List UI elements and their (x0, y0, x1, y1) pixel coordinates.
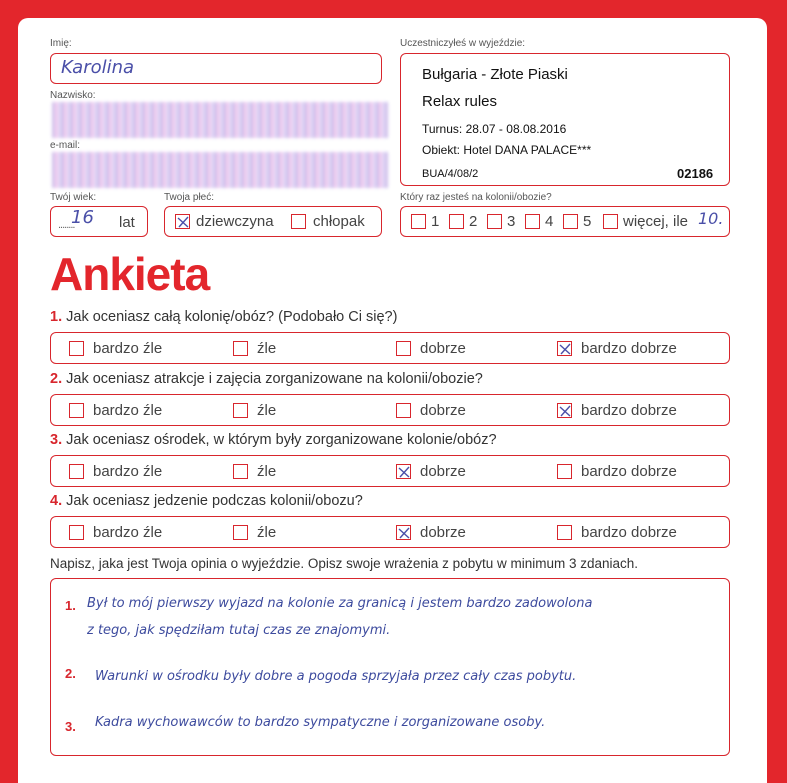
q3-opt-2-label: źle (257, 463, 277, 480)
trip-code: BUA/4/08/2 (422, 168, 479, 180)
check-x-icon (397, 526, 412, 541)
times-field (400, 206, 730, 237)
q4-opt-1-checkbox[interactable] (69, 525, 84, 540)
trip-obiekt: Obiekt: Hotel DANA PALACE*** (422, 143, 592, 157)
gender-label: Twoja płeć: (164, 192, 215, 203)
times-2-checkbox[interactable] (449, 214, 464, 229)
check-x-icon (176, 215, 191, 230)
question-3-text: Jak oceniasz ośrodek, w którym były zorganizowane kolonie/obóz? (66, 432, 497, 448)
question-1 (50, 309, 397, 325)
name-label: Imię: (50, 38, 72, 49)
age-dots: ........ (58, 219, 75, 231)
check-x-icon (558, 404, 573, 419)
q1-opt-2-checkbox[interactable] (233, 341, 248, 356)
name-field[interactable] (50, 53, 382, 84)
question-1-answers (50, 332, 730, 364)
opinion-prompt: Napisz, jaka jest Twoja opinia o wyjeździe. Opisz swoje wrażenia z pobytu w minimum 3 zdaniach. (50, 556, 639, 571)
opinion-line-2: z tego, jak spędziłam tutaj czas ze znajomymi. (87, 623, 391, 638)
times-1-label: 1 (431, 213, 440, 230)
q4-opt-3-label: dobrze (420, 524, 466, 541)
q1-opt-2-label: źle (257, 340, 277, 357)
times-more-checkbox[interactable] (603, 214, 618, 229)
question-1-num: 1. (50, 309, 63, 325)
question-4-text: Jak oceniasz jedzenie podczas kolonii/obozu? (66, 493, 363, 509)
q1-opt-1-checkbox[interactable] (69, 341, 84, 356)
q3-opt-1-label: bardzo źle (93, 463, 163, 480)
times-4-label: 4 (545, 213, 554, 230)
opinion-box[interactable] (50, 578, 730, 756)
q3-opt-4-label: bardzo dobrze (581, 463, 677, 480)
q3-opt-4-checkbox[interactable] (557, 464, 572, 479)
times-3-label: 3 (507, 213, 516, 230)
q2-opt-3-checkbox[interactable] (396, 403, 411, 418)
times-more-label: więcej, ile (623, 213, 689, 230)
opinion-num-2: 2. (65, 666, 76, 681)
q1-opt-3-checkbox[interactable] (396, 341, 411, 356)
q4-opt-4-label: bardzo dobrze (581, 524, 677, 541)
times-5-label: 5 (583, 213, 592, 230)
q3-opt-3-label: dobrze (420, 463, 466, 480)
age-label: Twój wiek: (50, 192, 97, 203)
name-value: Karolina (61, 57, 135, 78)
times-label: Który raz jesteś na kolonii/obozie? (400, 192, 552, 203)
age-unit: lat (119, 214, 135, 231)
question-3 (50, 432, 497, 448)
opinion-line-4: Kadra wychowawców to bardzo sympatyczne i zorganizowane osoby. (95, 715, 546, 730)
q2-opt-3-label: dobrze (420, 402, 466, 419)
gender-girl-label: dziewczyna (196, 213, 274, 230)
times-5-checkbox[interactable] (563, 214, 578, 229)
question-1-text: Jak oceniasz całą kolonię/obóz? (Podobało Ci się?) (66, 309, 398, 325)
age-value: 16 (71, 207, 94, 228)
q4-opt-4-checkbox[interactable] (557, 525, 572, 540)
email-redacted (52, 152, 388, 188)
opinion-num-1: 1. (65, 598, 76, 613)
times-3-checkbox[interactable] (487, 214, 502, 229)
times-2-label: 2 (469, 213, 478, 230)
gender-field (164, 206, 382, 237)
q4-opt-2-label: źle (257, 524, 277, 541)
question-3-num: 3. (50, 432, 63, 448)
q2-opt-4-checkbox[interactable] (557, 403, 572, 418)
surname-redacted (52, 102, 388, 138)
trip-turnus: Turnus: 28.07 - 08.08.2016 (422, 122, 567, 136)
q3-opt-3-checkbox[interactable] (396, 464, 411, 479)
question-2-text: Jak oceniasz atrakcje i zajęcia zorganizowane na kolonii/obozie? (66, 371, 483, 387)
q1-opt-4-label: bardzo dobrze (581, 340, 677, 357)
trip-program: Relax rules (422, 93, 498, 110)
q2-opt-1-label: bardzo źle (93, 402, 163, 419)
q2-opt-2-checkbox[interactable] (233, 403, 248, 418)
surname-label: Nazwisko: (50, 90, 96, 101)
q2-opt-2-label: źle (257, 402, 277, 419)
gender-boy-checkbox[interactable] (291, 214, 306, 229)
q2-opt-4-label: bardzo dobrze (581, 402, 677, 419)
q1-opt-3-label: dobrze (420, 340, 466, 357)
question-4 (50, 493, 363, 509)
check-x-icon (397, 465, 412, 480)
q4-opt-1-label: bardzo źle (93, 524, 163, 541)
q1-opt-1-label: bardzo źle (93, 340, 163, 357)
gender-girl-checkbox[interactable] (175, 214, 190, 229)
check-x-icon (558, 342, 573, 357)
times-4-checkbox[interactable] (525, 214, 540, 229)
q4-opt-3-checkbox[interactable] (396, 525, 411, 540)
question-4-num: 4. (50, 493, 63, 509)
q4-opt-2-checkbox[interactable] (233, 525, 248, 540)
times-1-checkbox[interactable] (411, 214, 426, 229)
q3-opt-1-checkbox[interactable] (69, 464, 84, 479)
opinion-num-3: 3. (65, 719, 76, 734)
question-2 (50, 371, 483, 387)
q2-opt-1-checkbox[interactable] (69, 403, 84, 418)
times-more-value: 10. (698, 209, 724, 228)
email-label: e-mail: (50, 140, 81, 151)
participant-label: Uczestniczyłeś w wyjeździe: (400, 38, 526, 49)
question-2-num: 2. (50, 371, 63, 387)
opinion-line-1: Był to mój pierwszy wyjazd na kolonie za granicą i jestem bardzo zadowolona (87, 596, 593, 611)
question-3-answers (50, 455, 730, 487)
opinion-line-3: Warunki w ośrodku były dobre a pogoda sprzyjała przez cały czas pobytu. (95, 669, 577, 684)
gender-boy-label: chłopak (313, 213, 365, 230)
trip-info-box (400, 53, 730, 186)
question-4-answers (50, 516, 730, 548)
q1-opt-4-checkbox[interactable] (557, 341, 572, 356)
trip-number: 02186 (677, 166, 714, 181)
question-2-answers (50, 394, 730, 426)
survey-title: Ankieta (50, 248, 210, 300)
trip-title: Bułgaria - Złote Piaski (422, 66, 568, 83)
form-sheet (18, 18, 767, 783)
q3-opt-2-checkbox[interactable] (233, 464, 248, 479)
age-field[interactable] (50, 206, 148, 237)
